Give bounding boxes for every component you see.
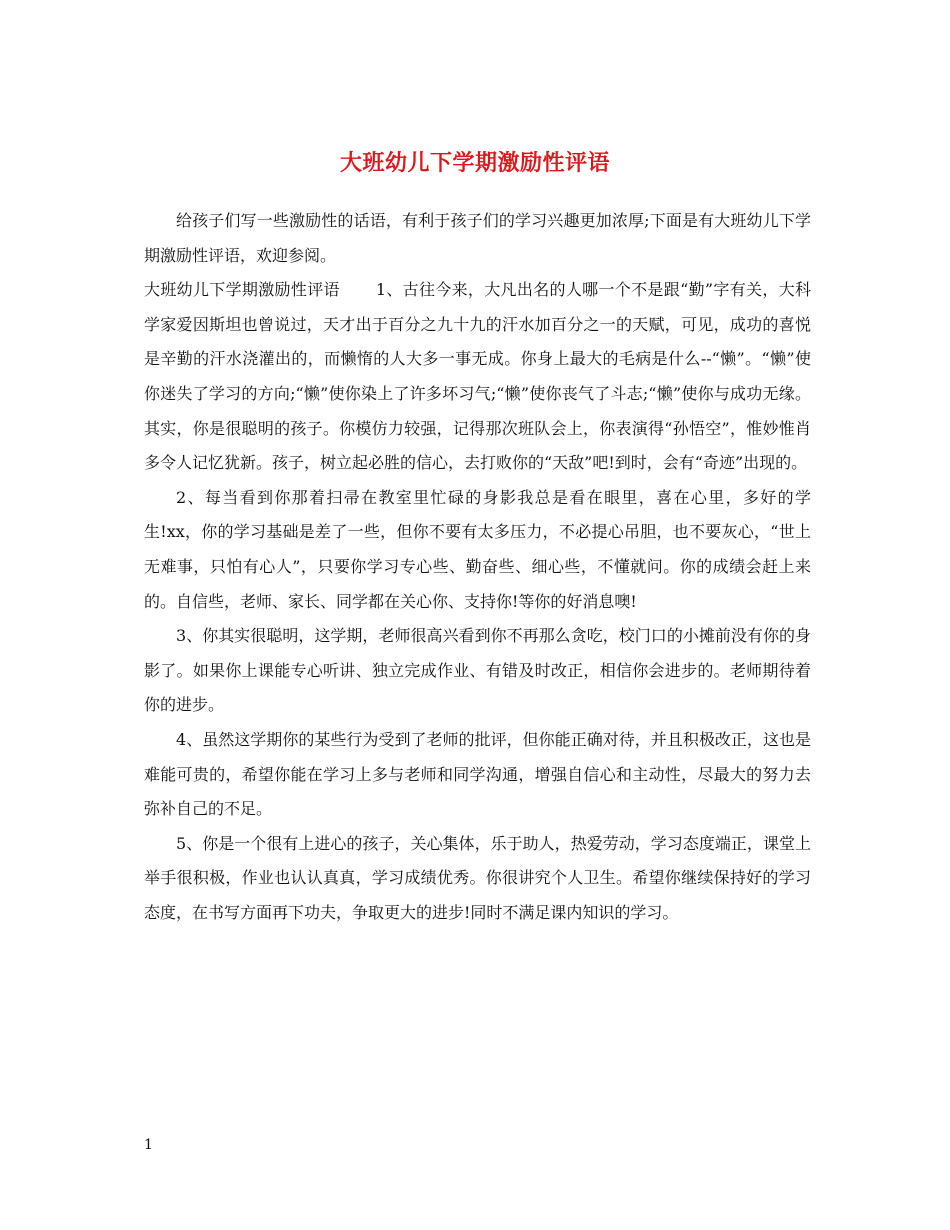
intro-paragraph: 给孩子们写一些激励性的话语，有利于孩子们的学习兴趣更加浓厚;下面是有大班幼儿下学期激励性评语，欢迎参阅。 xyxy=(144,211,811,265)
item-4-paragraph: 4、虽然这学期你的某些行为受到了老师的批评，但你能正确对待，并且积极改正，这也是难能可贵的，希望你能在学习上多与老师和同学沟通，增强自信心和主动性，尽最大的努力去弥补自己的不足。 xyxy=(144,729,811,819)
item-1-text: 1、古往今来，大凡出名的人哪一个不是跟“勤”字有关，大科学家爱因斯坦也曾说过，天才出于百分之九十九的汗水加百分之一的天赋，可见，成功的喜悦是辛勤的汗水浇灌出的，而懒惰的人大多一事无成。你身上最大的毛病是什么--“懒”。“懒”使你迷失了学习的方向;“懒”使你染上了许多坏习气;“懒”使你丧气了斗志;“懒”使你与成功无缘。其实，你是很聪明的孩子。你模仿力较强，记得那次班队会上，你表演得“孙悟空”，惟妙惟肖多令人记忆犹新。孩子，树立起必胜的信心，去打败你的“天敌”吧!到时，会有“奇迹”出现的。 xyxy=(144,280,811,473)
page-number: 1 xyxy=(144,1137,153,1153)
item-5-paragraph: 5、你是一个很有上进心的孩子，关心集体，乐于助人，热爱劳动，学习态度端正，课堂上举手很积极，作业也认认真真，学习成绩优秀。你很讲究个人卫生。希望你继续保持好的学习态度，在书写方面再下功夫，争取更大的进步!同时不满足课内知识的学习。 xyxy=(144,833,811,922)
item-3-paragraph: 3、你其实很聪明，这学期，老师很高兴看到你不再那么贪吃，校门口的小摊前没有你的身影了。如果你上课能专心听讲、独立完成作业、有错及时改正，相信你会进步的。老师期待着你的进步。 xyxy=(144,626,811,715)
document-body xyxy=(144,204,811,930)
item-2-paragraph: 2、每当看到你那着扫帚在教室里忙碌的身影我总是看在眼里，喜在心里，多好的学生!xx，你的学习基础是差了一些，但你不要有太多压力，不必提心吊胆，也不要灰心，“世上无难事，只怕有心人”，只要你学习专心些、勤奋些、细心些，不懂就问。你的成绩会赶上来的。自信些，老师、家长、同学都在关心你、支持你!等你的好消息噢! xyxy=(144,487,811,611)
section-paragraph-1 xyxy=(144,273,811,481)
section-heading: 大班幼儿下学期激励性评语 xyxy=(144,280,340,300)
document-title: 大班幼儿下学期激励性评语 xyxy=(339,149,610,176)
